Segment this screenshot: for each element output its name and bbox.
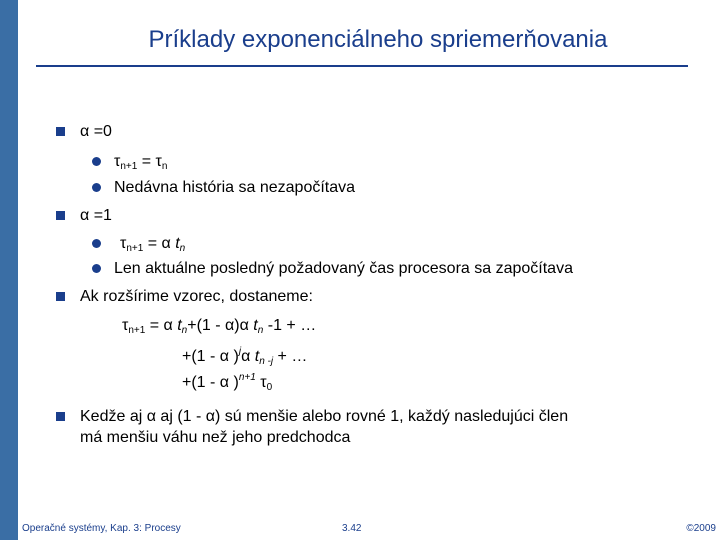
- footer-page-number: 3.42: [342, 523, 362, 534]
- round-bullet-icon: [92, 157, 101, 166]
- round-bullet-icon: [92, 239, 101, 248]
- bullet-expand-formula: Ak rozšírime vzorec, dostaneme:: [80, 288, 313, 305]
- formula-line-2: +(1 - α )$^j$α $t_{n -j}$ + …: [182, 346, 308, 367]
- square-bullet-icon: [56, 412, 65, 421]
- footer-copyright: ©2009: [686, 523, 716, 534]
- square-bullet-icon: [56, 292, 65, 301]
- slide-title: Príklady exponenciálneho spriemerňovania: [148, 26, 608, 53]
- round-bullet-icon: [92, 264, 101, 273]
- title-underline: [36, 65, 688, 67]
- subbullet-last-burst: Len aktuálne posledný požadovaný čas procesora sa započítava: [114, 260, 573, 277]
- subbullet-tau-equal: $\tau_{n+1} = \tau_n$: [114, 153, 168, 172]
- subbullet-history-ignored: Nedávna história sa nezapočítava: [114, 179, 356, 196]
- footer-course: Operačné systémy, Kap. 3: Procesy: [22, 523, 181, 534]
- formula-line-3: +(1 - α )$^{n+1}$ $\tau_0$: [182, 372, 273, 393]
- subbullet-tau-alpha-t: $\tau_{n+1} = \alpha$ $t_n$: [120, 235, 186, 254]
- square-bullet-icon: [56, 211, 65, 220]
- bullet-weights-decrease: Kedže aj α aj (1 - α) sú menšie alebo rovné 1, každý nasledujúci člen: [80, 408, 569, 425]
- bullet-alpha-zero: α =0: [80, 123, 112, 140]
- bullet-alpha-one: α =1: [80, 207, 112, 224]
- square-bullet-icon: [56, 127, 65, 136]
- formula-line-1: $\tau_{n+1} = \alpha$ $t_n+(1 - \alpha)\alpha$ $t_n$ -1 + …: [122, 317, 317, 336]
- round-bullet-icon: [92, 183, 101, 192]
- left-sidebar-bar: [0, 0, 18, 540]
- bullet-weights-decrease-cont: má menšiu váhu než jeho predchodca: [80, 429, 351, 446]
